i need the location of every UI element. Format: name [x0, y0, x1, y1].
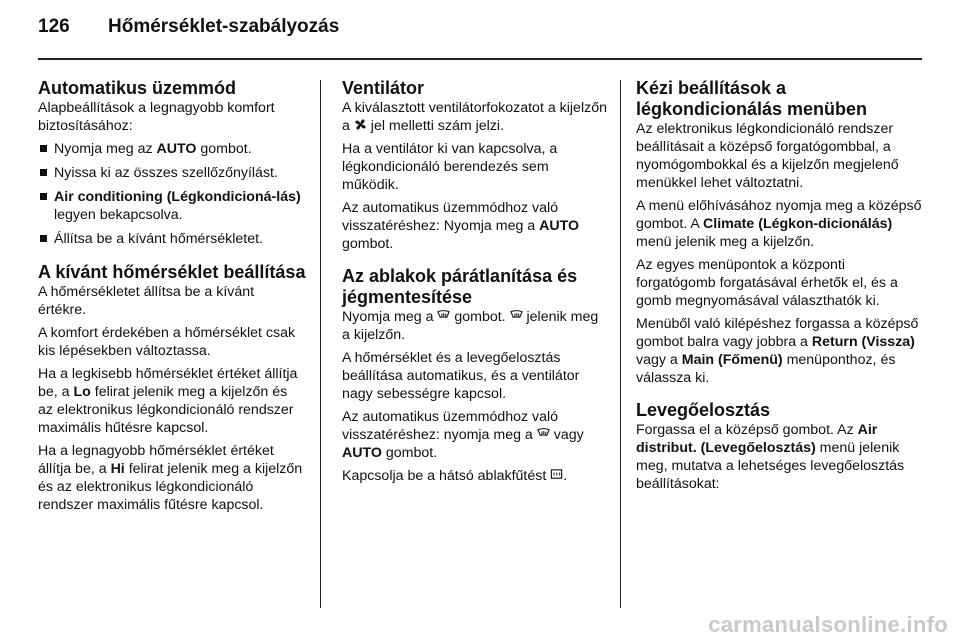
page-number: 126 — [38, 16, 70, 37]
list-item: Nyissa ki az összes szellőzőnyílást. — [38, 164, 306, 182]
column-divider — [320, 80, 321, 608]
list-item: Állítsa be a kívánt hőmérsékletet. — [38, 230, 306, 248]
bullet-list — [38, 140, 306, 248]
column-1 — [38, 78, 306, 519]
paragraph: Menüből való kilépéshez forgassa a középső gombot balra vagy jobbra a Return (Vissza) vagy a Main (Főmenü) menüponthoz, és válassza ki. — [636, 316, 919, 386]
paragraph: Ha a legkisebb hőmérséklet értéket állítja be, a Lo felirat jelenik meg a kijelzőn és az elektronikus légkondicionáló rendszer maximális hűtésre kapcsol. — [38, 366, 298, 436]
paragraph: A kiválasztott ventilátorfokozatot a kijelzőn a jel melletti szám jelzi. — [342, 100, 607, 134]
paragraph: Ha a legnagyobb hőmérséklet értéket állítja be, a Hi felirat jelenik meg a kijelzőn és az elektronikus légkondicionáló rendszer maximális fűtésre kapcsol. — [38, 443, 303, 513]
paragraph: Ha a ventilátor ki van kapcsolva, a légkondicionáló berendezés sem működik. — [342, 141, 558, 193]
paragraph: A hőmérsékletet állítsa be a kívánt értékre. — [38, 284, 255, 318]
paragraph: Kapcsolja be a hátsó ablakfűtést . — [342, 468, 568, 484]
windscreen-defrost-icon — [437, 309, 450, 322]
column-2 — [342, 78, 608, 490]
paragraph: Az automatikus üzemmódhoz való visszatéréshez: nyomja meg a vagy AUTO gombot. — [342, 409, 584, 461]
fan-icon — [354, 118, 367, 131]
section-heading-fan: Ventilátor — [342, 78, 425, 98]
paragraph: Az egyes menüpontok a központi forgatógomb forgatásával érhetők el, és a gomb megnyomásával választhatók ki. — [636, 257, 898, 309]
header-rule — [38, 58, 922, 60]
paragraph: Az elektronikus légkondicionáló rendszer beállításait a középső forgatógombbal, a nyomógombokkal és a kijelzőn megjelenő menükkel lehet változtatni. — [636, 121, 899, 191]
column-3 — [636, 78, 922, 498]
watermark: carmanualsonline.info — [708, 612, 948, 637]
paragraph: Az automatikus üzemmódhoz való visszatéréshez: Nyomja meg a AUTO gombot. — [342, 200, 580, 252]
rear-window-heating-icon — [550, 468, 563, 481]
paragraph: A hőmérséklet és a levegőelosztás beállítása automatikus, és a ventilátor nagy sebességre kapcsol. — [342, 350, 580, 402]
section-heading-air-distribution: Levegőelosztás — [636, 400, 771, 420]
page-title: Hőmérséklet-szabályozás — [108, 16, 340, 37]
page-header — [38, 16, 339, 38]
windscreen-defrost-icon — [510, 309, 523, 322]
section-heading-automatic-mode: Automatikus üzemmód — [38, 78, 237, 98]
section-heading-temperature: A kívánt hőmérséklet beállítása — [38, 262, 306, 282]
list-item: Nyomja meg az AUTO gombot. — [38, 140, 306, 158]
list-item: Air conditioning (Légkondicioná-lás) legyen bekapcsolva. — [38, 188, 306, 224]
paragraph: Nyomja meg a gombot. jelenik meg a kijelzőn. — [342, 309, 599, 343]
paragraph: A komfort érdekében a hőmérséklet csak kis lépésekben változtassa. — [38, 325, 296, 359]
section-heading-defrost: Az ablakok párátlanítása és jégmentesítése — [342, 266, 578, 307]
section-heading-manual-settings: Kézi beállítások a légkondicionálás menüben — [636, 78, 868, 119]
paragraph: A menü előhívásához nyomja meg a középső gombot. A Climate (Légkon-dicionálás) menü jelenik meg a kijelzőn. — [636, 198, 922, 250]
windscreen-defrost-icon — [537, 427, 550, 440]
column-divider — [620, 80, 621, 608]
paragraph: Forgassa el a középső gombot. Az Air distribut. (Levegőelosztás) menü jelenik meg, mutatva a lehetséges levegőelosztás beállításokat: — [636, 422, 905, 492]
paragraph: Alapbeállítások a legnagyobb komfort biztosításához: — [38, 100, 275, 134]
